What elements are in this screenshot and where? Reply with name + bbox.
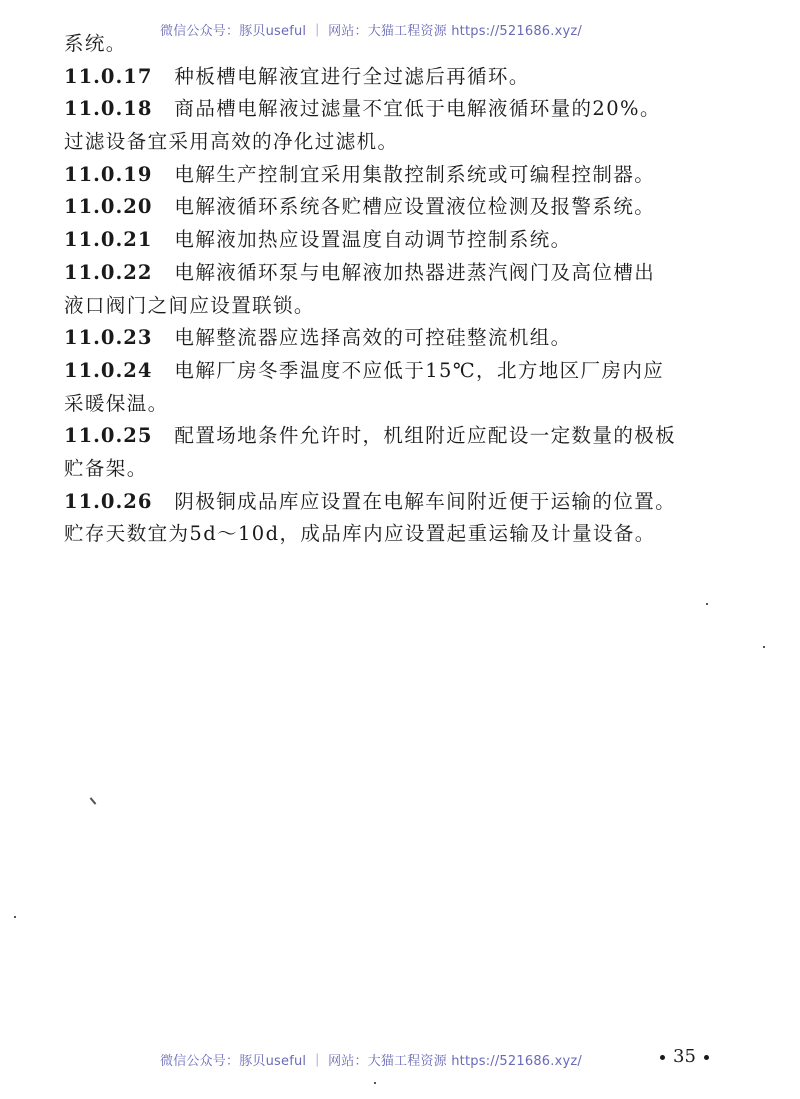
- clause-number: 11.0.17: [64, 64, 153, 88]
- text-line: [64, 420, 734, 453]
- clause-number: 11.0.25: [64, 424, 153, 448]
- clause-text: 电解液循环系统各贮槽应设置液位检测及报警系统。: [174, 195, 656, 219]
- text-line: [64, 93, 734, 126]
- clause-text: 种板槽电解液宜进行全过滤后再循环。: [174, 64, 530, 88]
- scan-speck: [90, 797, 97, 804]
- clause-text: 商品槽电解液过滤量不宜低于电解液循环量的20%。: [174, 97, 661, 121]
- clause-text: 电解生产控制宜采用集散控制系统或可编程控制器。: [174, 162, 656, 186]
- text-line: [64, 126, 734, 159]
- text-line: [64, 257, 734, 290]
- text-line: [64, 28, 734, 61]
- text-line: [64, 191, 734, 224]
- clause-text: 电解厂房冬季温度不应低于15℃，北方地区厂房内应: [174, 358, 665, 382]
- scan-speck: [763, 646, 765, 648]
- clause-number: 11.0.18: [64, 97, 153, 121]
- text-line: [64, 355, 734, 388]
- scan-speck: [706, 603, 708, 605]
- text-line: [64, 518, 734, 551]
- clause-number: 11.0.20: [64, 195, 153, 219]
- scan-speck: [14, 916, 16, 918]
- text-line: [64, 453, 734, 486]
- clause-text: 电解液循环泵与电解液加热器进蒸汽阀门及高位槽出: [174, 260, 656, 284]
- bullet-dot-icon: [660, 1055, 665, 1060]
- clause-text: 电解整流器应选择高效的可控硅整流机组。: [174, 326, 572, 350]
- document-body: [64, 28, 734, 551]
- clause-text: 过滤设备宜采用高效的净化过滤机。: [64, 130, 399, 154]
- clause-number: 11.0.26: [64, 489, 153, 513]
- clause-text: 阴极铜成品库应设置在电解车间附近便于运输的位置。: [174, 489, 677, 513]
- text-line: [64, 159, 734, 192]
- clause-text: 配置场地条件允许时，机组附近应配设一定数量的极板: [174, 424, 677, 448]
- clause-number: 11.0.19: [64, 162, 153, 186]
- clause-text: 系统。: [64, 32, 127, 55]
- text-line: [64, 322, 734, 355]
- bullet-dot-icon: [704, 1055, 709, 1060]
- clause-number: 11.0.24: [64, 358, 153, 382]
- scan-speck: [374, 1082, 376, 1084]
- text-line: [64, 388, 734, 421]
- watermark-top: 微信公众号：豚贝useful ｜ 网站：大猫工程资源 https://521686.xyz/: [160, 24, 582, 39]
- clause-number: 11.0.22: [64, 260, 153, 284]
- watermark-bottom: 微信公众号：豚贝useful ｜ 网站：大猫工程资源 https://521686.xyz/: [160, 1054, 582, 1069]
- clause-number: 11.0.23: [64, 326, 153, 350]
- clause-text: 贮备架。: [64, 456, 148, 480]
- clause-text: 电解液加热应设置温度自动调节控制系统。: [174, 228, 572, 252]
- text-line: [64, 224, 734, 257]
- clause-number: 11.0.21: [64, 228, 153, 252]
- text-line: [64, 290, 734, 323]
- text-line: [64, 486, 734, 519]
- clause-text: 贮存天数宜为5d～10d，成品库内应设置起重运输及计量设备。: [64, 522, 656, 546]
- page-number-value: 35: [673, 1046, 696, 1067]
- text-line: [64, 61, 734, 94]
- clause-text: 液口阀门之间应设置联锁。: [64, 293, 315, 317]
- clause-text: 采暖保温。: [64, 391, 169, 415]
- page-number: [652, 1046, 717, 1067]
